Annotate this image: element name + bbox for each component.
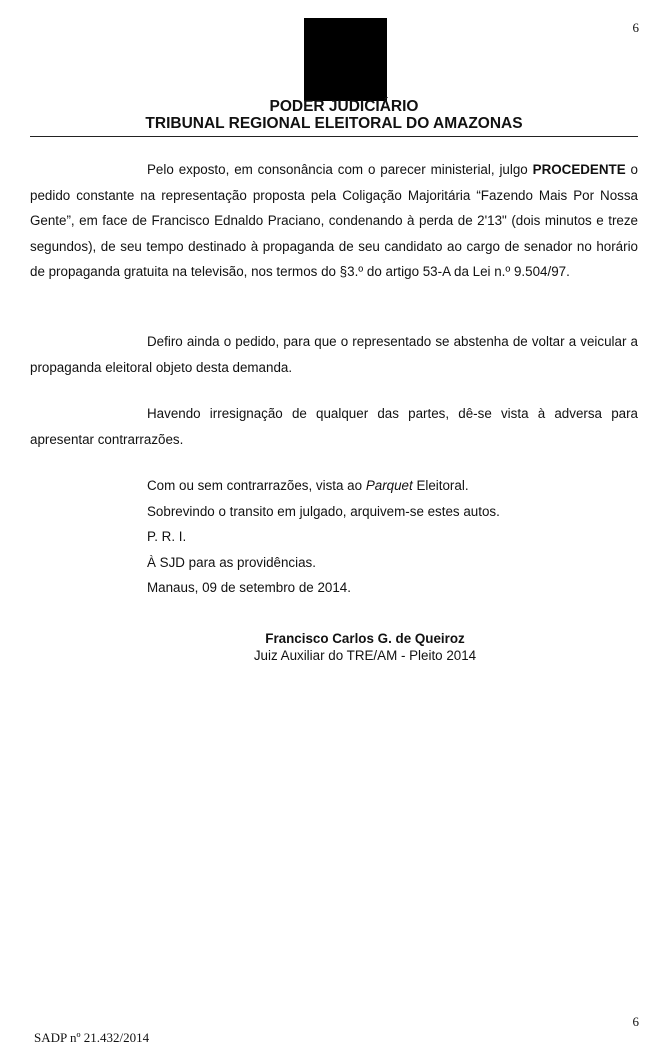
page-number-bottom: 6 [632, 1014, 639, 1029]
closing-line-3: P. R. I. [147, 529, 187, 544]
parquet-term: Parquet [365, 478, 413, 493]
page-number-top: 6 [632, 20, 639, 35]
signature-block [30, 630, 638, 664]
document-header [30, 98, 638, 132]
closing-block [147, 473, 500, 601]
header-court: TRIBUNAL REGIONAL ELEITORAL DO AMAZONAS [145, 115, 523, 132]
closing-line-1: Com ou sem contrarrazões, vista ao Parquet Eleitoral. [147, 478, 469, 493]
paragraph-injunction [30, 329, 638, 380]
closing-line-2: Sobrevindo o transito em julgado, arquivem-se estes autos. [147, 503, 500, 519]
closing-date: Manaus, 09 de setembro de 2014. [147, 580, 351, 595]
ruling-verdict: PROCEDENTE [532, 162, 626, 177]
signer-name: Francisco Carlos G. de Queiroz [265, 631, 465, 646]
header-institution: PODER JUDICIÁRIO [269, 98, 419, 115]
injunction-text: Defiro ainda o pedido, para que o representado se abstenha de voltar a veicular a propaganda eleitoral objeto desta demanda. [30, 334, 638, 375]
ruling-text-start: Pelo exposto, em consonância com o parecer ministerial, julgo [147, 162, 533, 177]
process-id: SADP nº 21.432/2014 [34, 1030, 150, 1045]
signer-role: Juiz Auxiliar do TRE/AM - Pleito 2014 [253, 648, 477, 663]
paragraph-ruling [30, 157, 638, 285]
header-divider [30, 136, 638, 137]
paragraph-appeal [30, 401, 638, 452]
appeal-text: Havendo irresignação de qualquer das partes, dê-se vista à adversa para apresentar contrarrazões. [30, 406, 638, 447]
closing-line-4: À SJD para as providências. [147, 554, 316, 570]
ruling-text-rest: o pedido constante na representação proposta pela Coligação Majoritária “Fazendo Mais Por Nossa Gente”, em face de Francisco Ednaldo Praciano, condenando à perda de 2'13" (dois minutos e treze segundos), de seu tempo destinado à propaganda de seu candidato ao cargo de senador no horário de propaganda gratuita na televisão, nos termos do §3.º do artigo 53-A da Lei n.º 9.504/97. [30, 162, 638, 279]
redaction-box [304, 18, 387, 101]
